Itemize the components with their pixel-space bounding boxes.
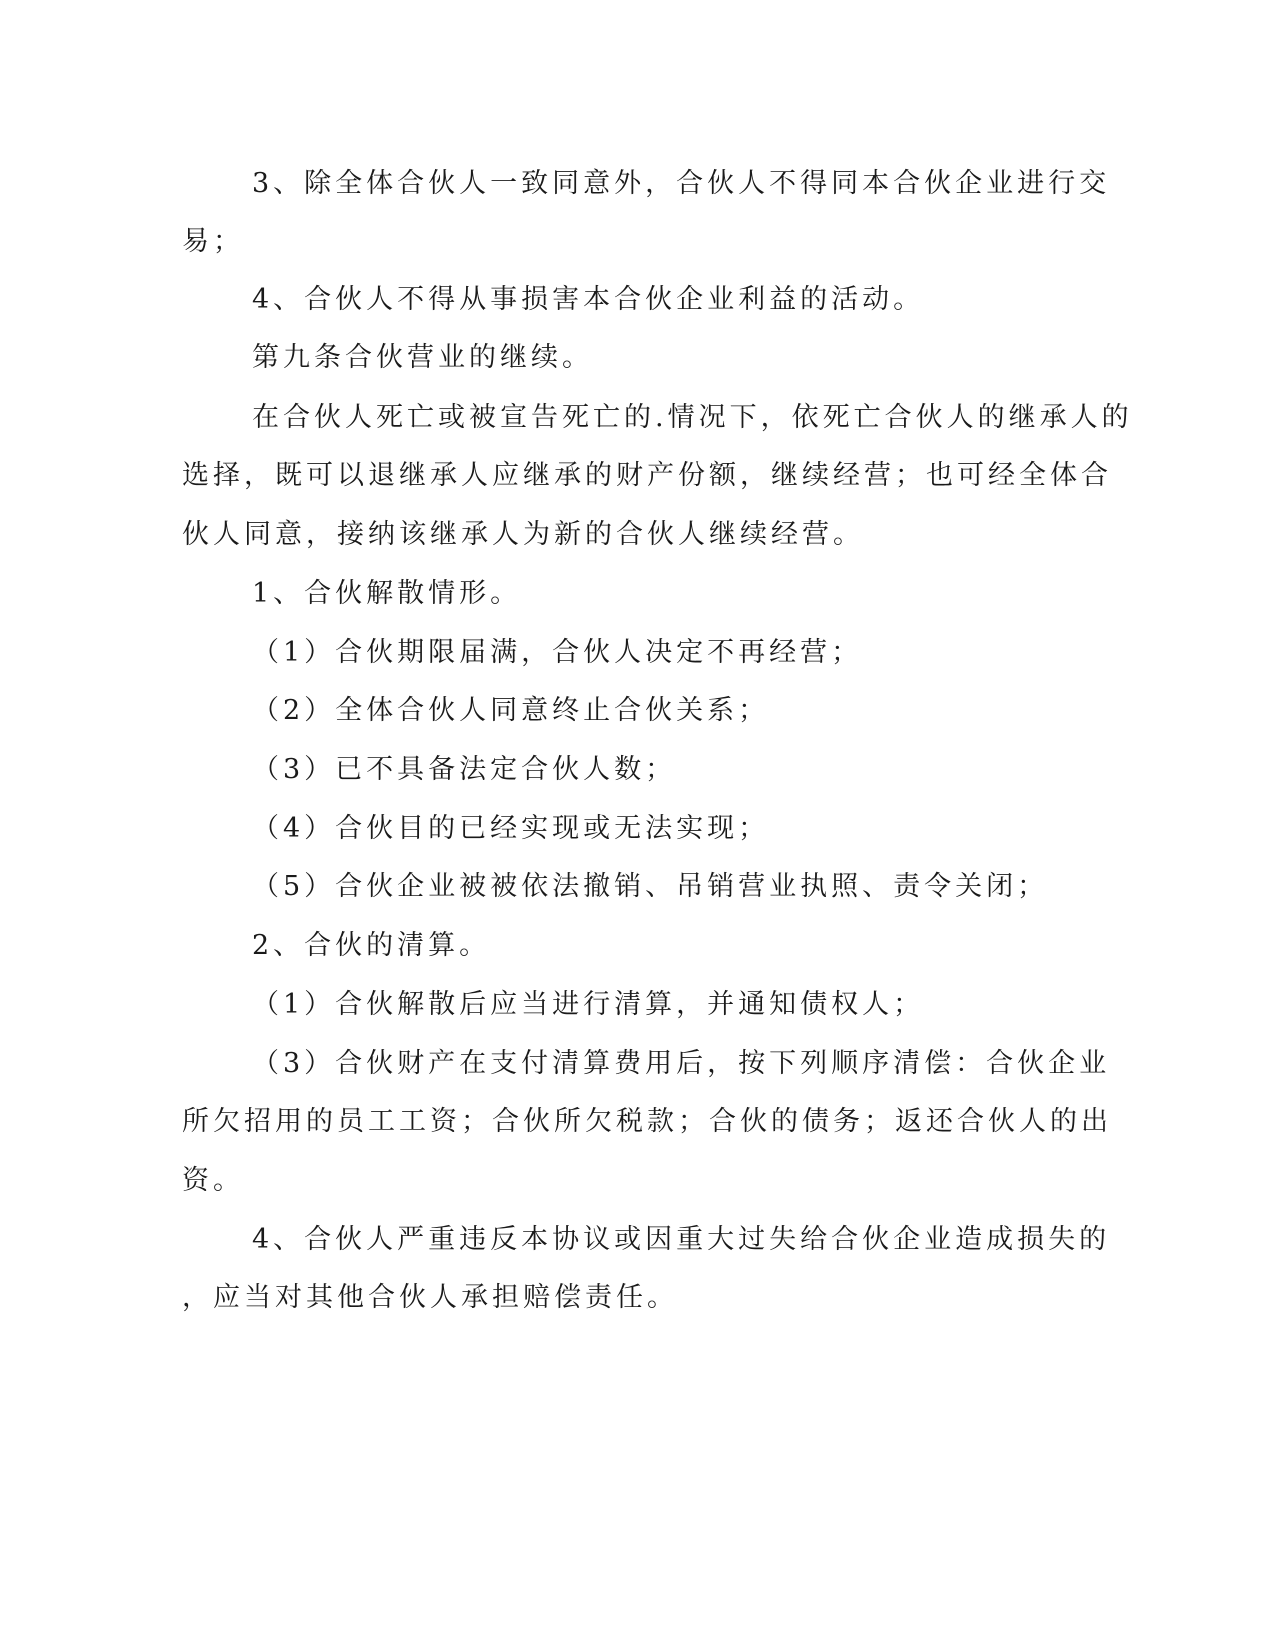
list-item: （3）已不具备法定合伙人数； (252, 754, 677, 785)
text-line: 在合伙人死亡或被宣告死亡的.情况下，依死亡合伙人的继承人的 (252, 402, 1133, 433)
subsection-heading: 1、合伙解散情形。 (252, 578, 522, 609)
text-line: 资。 (182, 1165, 244, 1196)
list-item: （4）合伙目的已经实现或无法实现； (252, 813, 770, 844)
text-line: ，应当对其他合伙人承担赔偿责任。 (182, 1282, 678, 1313)
list-item: （5）合伙企业被被依法撤销、吊销营业执照、责令关闭； (252, 871, 1049, 902)
list-item: （2）全体合伙人同意终止合伙关系； (252, 695, 770, 726)
text-line: 选择，既可以退继承人应继承的财产份额，继续经营；也可经全体合 (182, 460, 1112, 491)
list-item: （1）合伙解散后应当进行清算，并通知债权人； (252, 989, 925, 1020)
text-line: 4、合伙人严重违反本协议或因重大过失给合伙企业造成损失的 (252, 1224, 1111, 1255)
section-heading: 第九条合伙营业的继续。 (252, 342, 593, 373)
list-item: （1）合伙期限届满，合伙人决定不再经营； (252, 637, 863, 668)
subsection-heading: 2、合伙的清算。 (252, 930, 491, 961)
text-line: 所欠招用的员工工资；合伙所欠税款；合伙的债务；返还合伙人的出 (182, 1106, 1112, 1137)
text-line: 易； (182, 226, 244, 257)
list-item: （3）合伙财产在支付清算费用后，按下列顺序清偿：合伙企业 (252, 1048, 1111, 1079)
text-line: 3、除全体合伙人一致同意外，合伙人不得同本合伙企业进行交 (252, 168, 1111, 199)
text-line: 4、合伙人不得从事损害本合伙企业利益的活动。 (252, 284, 925, 315)
text-line: 伙人同意，接纳该继承人为新的合伙人继续经营。 (182, 519, 864, 550)
